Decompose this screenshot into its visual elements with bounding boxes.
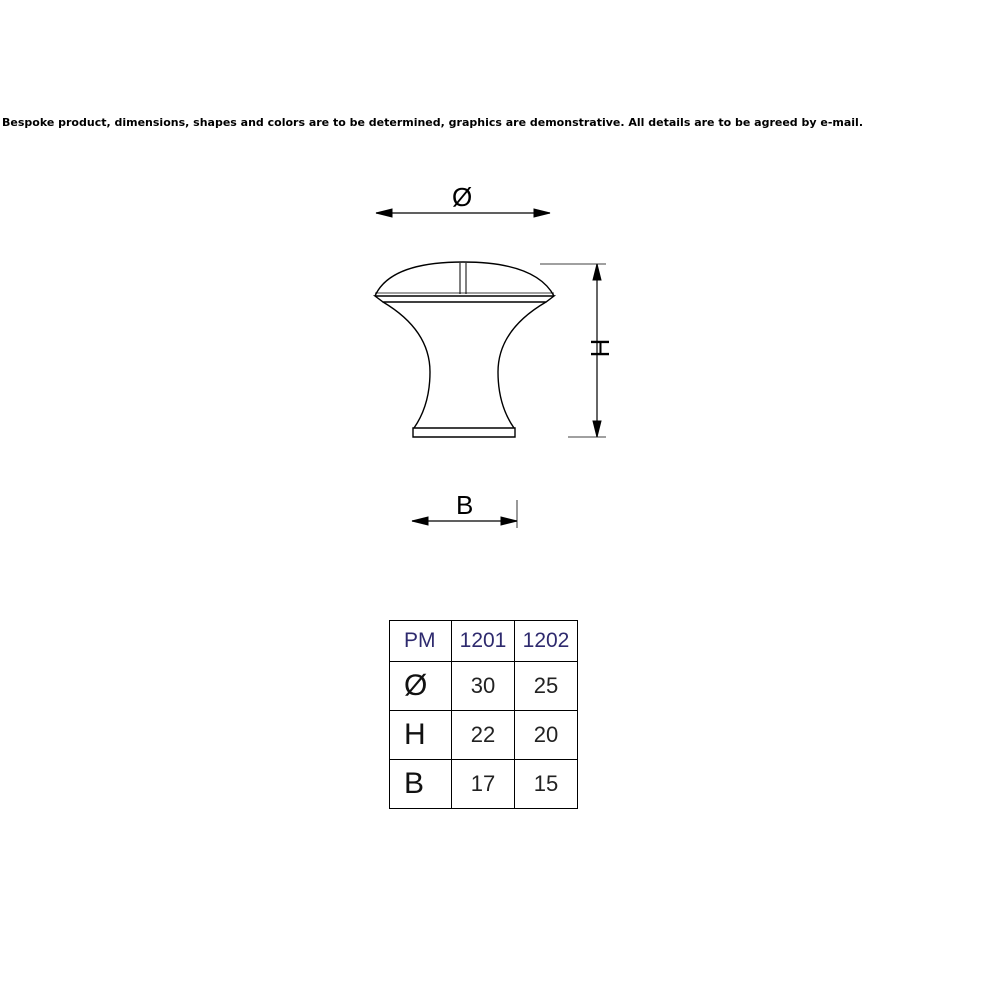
table-cell: 17 xyxy=(452,760,515,809)
diameter-label: Ø xyxy=(452,182,473,212)
table-cell: 30 xyxy=(452,662,515,711)
table-column-header: 1202 xyxy=(515,621,578,662)
table-cell: 22 xyxy=(452,711,515,760)
table-row xyxy=(390,662,578,711)
table-cell: 25 xyxy=(515,662,578,711)
table-row-label: Ø xyxy=(390,662,452,711)
table-corner-cell: PM xyxy=(390,621,452,662)
table-column-header: 1201 xyxy=(452,621,515,662)
table-row-label: H xyxy=(390,711,452,760)
knob-profile xyxy=(375,262,554,437)
base-label: B xyxy=(456,490,474,520)
table-cell: 20 xyxy=(515,711,578,760)
table-row-label: B xyxy=(390,760,452,809)
dimensions-table xyxy=(389,620,578,809)
height-label: H xyxy=(585,338,615,358)
table-header-row xyxy=(390,621,578,662)
table-row xyxy=(390,760,578,809)
disclaimer-notice: Bespoke product, dimensions, shapes and colors are to be determined, graphics are demonstrative. All details are to be agreed by e-mail. xyxy=(2,116,864,129)
table-row xyxy=(390,711,578,760)
table-cell: 15 xyxy=(515,760,578,809)
